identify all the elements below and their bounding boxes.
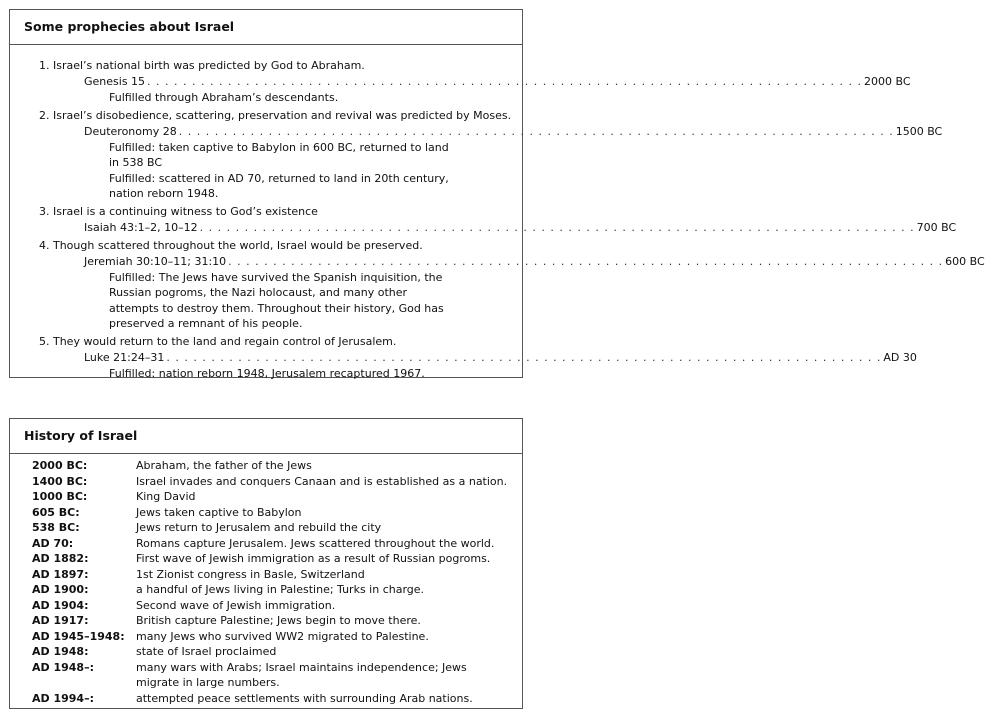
prophecy-item <box>39 238 985 332</box>
history-date: 1000 BC: <box>32 490 88 503</box>
scripture-reference: Genesis 15 <box>84 75 146 88</box>
history-row <box>32 660 522 691</box>
history-row <box>32 505 522 521</box>
history-event: state of Israel proclaimed <box>136 645 277 658</box>
history-date: AD 1904: <box>32 598 89 612</box>
prophecy-date: 700 BC <box>916 220 957 234</box>
history-event: Israel invades and conquers Canaan and is established as a nation. <box>136 474 508 488</box>
history-date: AD 1900: <box>32 583 89 596</box>
prophecy-item <box>39 334 917 382</box>
dot-leader: . . . . . . . . . . . . . . . . . . . . . . . . . . . . . . . . . . . . . . . . . . . . . . . . . . . . . . . . . . . . . . . . . . . . . . . . . . . . . . . . <box>199 220 915 234</box>
fulfillment-notes <box>109 90 449 106</box>
dot-leader: . . . . . . . . . . . . . . . . . . . . . . . . . . . . . . . . . . . . . . . . . . . . . . . . . . . . . . . . . . . . . . . . . . . . . . . . . . . . . . . . <box>147 75 863 88</box>
history-event: Second wave of Jewish immigration. <box>136 598 336 612</box>
fulfillment-notes <box>109 140 449 202</box>
fulfillment-notes <box>109 366 449 382</box>
history-event: Abraham, the father of the Jews <box>136 459 312 472</box>
history-event: many Jews who survived WW2 migrated to Palestine. <box>136 629 429 643</box>
history-event: First wave of Jewish immigration as a result of Russian pogroms. <box>136 552 491 565</box>
history-event: Romans capture Jerusalem. Jews scattered throughout the world. <box>136 536 495 550</box>
prophecies-box <box>9 9 985 380</box>
dot-leader: . . . . . . . . . . . . . . . . . . . . . . . . . . . . . . . . . . . . . . . . . . . . . . . . . . . . . . . . . . . . . . . . . . . . . . . . . . . . . . . . <box>166 350 882 364</box>
history-date: AD 1948: <box>32 645 89 658</box>
dot-leader: . . . . . . . . . . . . . . . . . . . . . . . . . . . . . . . . . . . . . . . . . . . . . . . . . . . . . . . . . . . . . . . . . . . . . . . . . . . . . . . . <box>228 254 944 268</box>
scripture-reference: Luke 21:24–31 <box>84 350 165 364</box>
history-event: 1st Zionist congress in Basle, Switzerland <box>136 567 365 581</box>
history-row <box>32 551 522 567</box>
history-row <box>32 489 522 505</box>
prophecy-item <box>39 58 911 106</box>
fulfillment-note: Fulfilled: nation reborn 1948, Jerusalem recaptured 1967. <box>109 366 425 380</box>
prophecy-text: 5. They would return to the land and regain control of Jerusalem. <box>39 334 397 348</box>
prophecies-title: Some prophecies about Israel <box>10 10 522 45</box>
scripture-reference: Deuteronomy 28 <box>84 124 177 138</box>
scripture-reference: Isaiah 43:1–2, 10–12 <box>84 220 198 234</box>
history-row <box>32 536 522 552</box>
prophecy-date: 600 BC <box>945 254 985 268</box>
history-row <box>32 691 522 707</box>
history-date: AD 1917: <box>32 614 89 627</box>
history-row <box>32 458 522 474</box>
prophecy-text: 3. Israel is a continuing witness to God’s existence <box>39 204 318 218</box>
prophecy-text: 2. Israel’s disobedience, scattering, preservation and revival was predicted by Moses. <box>39 108 512 122</box>
history-row <box>32 582 522 598</box>
prophecy-reference-line <box>84 350 917 366</box>
history-box <box>9 418 523 709</box>
history-date: 1400 BC: <box>32 474 88 488</box>
fulfillment-notes <box>109 270 449 332</box>
history-table <box>10 454 522 706</box>
prophecy-reference-line <box>84 220 957 236</box>
prophecy-date: AD 30 <box>883 350 917 364</box>
fulfillment-note: Fulfilled: The Jews have survived the Spanish inquisition, the Russian pogroms, the Nazi holocaust, and many other attempts to destroy them. Throughout their history, God has preserved a remnant of his people. <box>109 270 444 330</box>
history-row <box>32 598 522 614</box>
history-date: 538 BC: <box>32 521 80 534</box>
prophecy-reference-line <box>84 254 985 270</box>
history-row <box>32 567 522 583</box>
history-event: attempted peace settlements with surrounding Arab nations. <box>136 691 473 705</box>
history-row <box>32 520 522 536</box>
scripture-reference: Jeremiah 30:10–11; 31:10 <box>84 254 227 268</box>
prophecy-reference-line <box>84 74 911 90</box>
prophecy-text: 1. Israel’s national birth was predicted by God to Abraham. <box>39 59 365 72</box>
history-date: AD 1994–: <box>32 691 94 705</box>
history-date: 2000 BC: <box>32 459 88 472</box>
fulfillment-note: Fulfilled: taken captive to Babylon in 600 BC, returned to land in 538 BC <box>109 140 449 169</box>
history-event: many wars with Arabs; Israel maintains independence; Jews migrate in large numbers. <box>136 660 467 689</box>
prophecy-reference-line <box>84 124 943 140</box>
prophecy-item <box>39 204 957 236</box>
history-row <box>32 613 522 629</box>
history-date: AD 70: <box>32 536 74 550</box>
prophecy-item <box>39 108 943 202</box>
history-event: Jews taken captive to Babylon <box>136 505 302 519</box>
fulfillment-note: Fulfilled: scattered in AD 70, returned to land in 20th century, nation reborn 1948. <box>109 171 449 200</box>
prophecies-list <box>10 45 985 381</box>
history-date: AD 1945–1948: <box>32 629 125 643</box>
history-event: a handful of Jews living in Palestine; Turks in charge. <box>136 583 425 596</box>
dot-leader: . . . . . . . . . . . . . . . . . . . . . . . . . . . . . . . . . . . . . . . . . . . . . . . . . . . . . . . . . . . . . . . . . . . . . . . . . . . . . . . . <box>178 124 894 138</box>
fulfillment-note: Fulfilled through Abraham’s descendants. <box>109 91 339 104</box>
history-row <box>32 644 522 660</box>
history-date: AD 1948–: <box>32 660 94 674</box>
history-date: 605 BC: <box>32 505 80 519</box>
history-event: King David <box>136 490 196 503</box>
history-date: AD 1897: <box>32 567 89 581</box>
history-row <box>32 474 522 490</box>
history-row <box>32 629 522 645</box>
prophecy-date: 2000 BC <box>864 75 911 88</box>
history-date: AD 1882: <box>32 552 89 565</box>
history-event: Jews return to Jerusalem and rebuild the city <box>136 521 382 534</box>
history-event: British capture Palestine; Jews begin to move there. <box>136 614 421 627</box>
prophecy-date: 1500 BC <box>895 124 943 138</box>
prophecy-text: 4. Though scattered throughout the world, Israel would be preserved. <box>39 238 423 252</box>
history-title: History of Israel <box>10 419 522 454</box>
